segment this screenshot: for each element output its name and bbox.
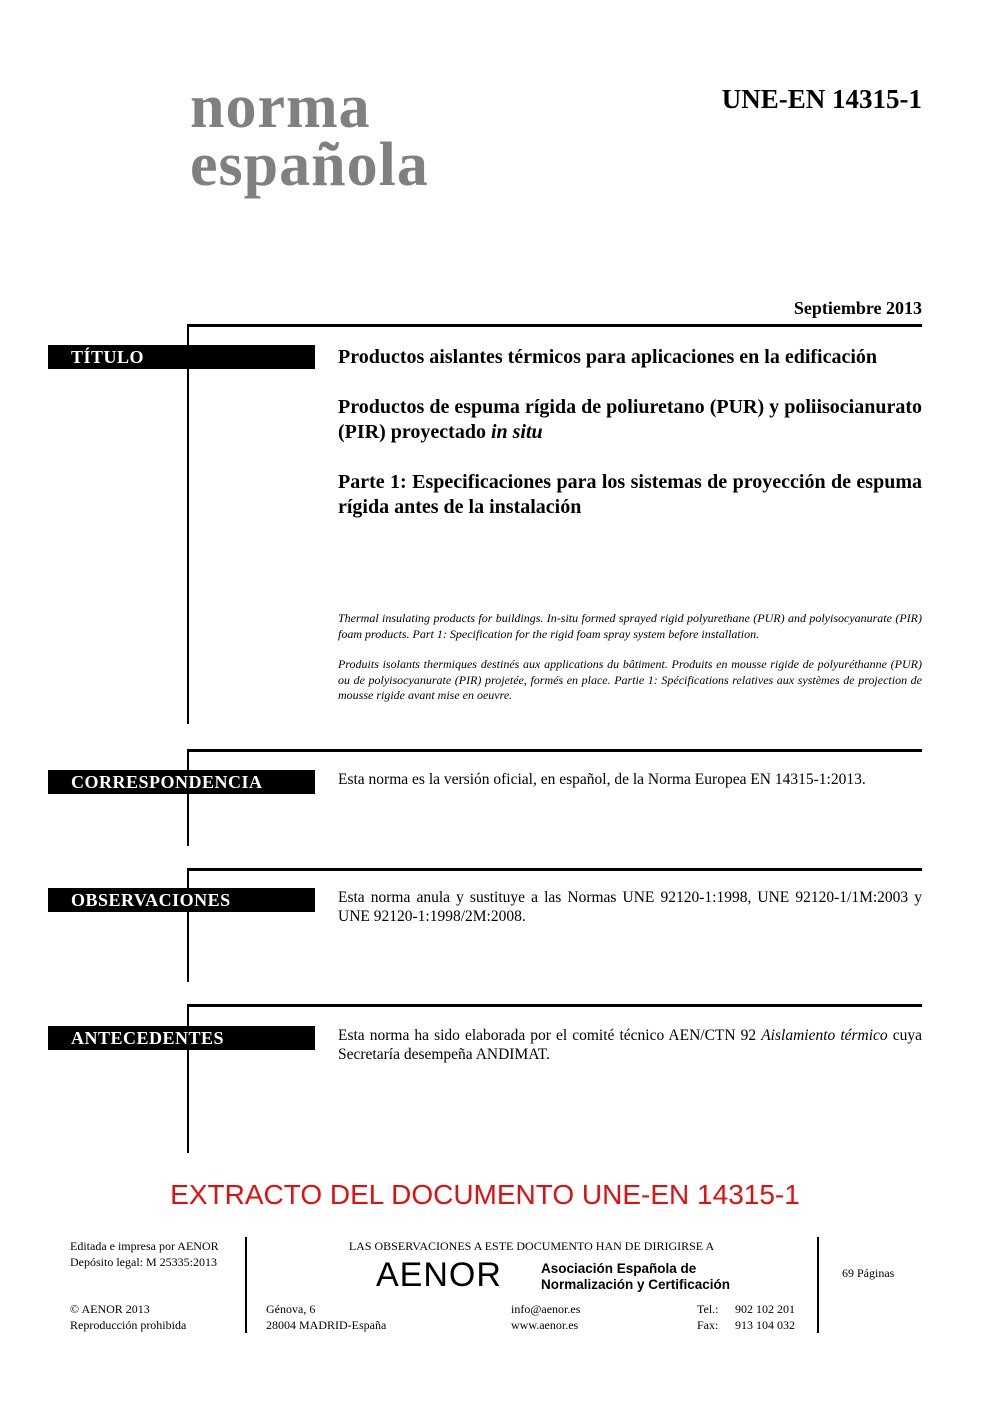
brand-line-2: española bbox=[190, 131, 429, 199]
frame-line-titulo bbox=[187, 324, 189, 724]
frame-line-correspondencia bbox=[187, 749, 189, 846]
footer-address bbox=[266, 1302, 386, 1333]
divider-titulo bbox=[187, 324, 922, 327]
aenor-subtitle-line-2: Normalización y Certificación bbox=[541, 1277, 731, 1292]
correspondencia-text: Esta norma es la versión oficial, en español, de la Norma Europea EN 14315-1:2013. bbox=[338, 771, 866, 788]
title-line-2 bbox=[338, 395, 922, 445]
footer-phone-labels bbox=[697, 1302, 719, 1333]
antecedentes-text bbox=[338, 1027, 922, 1064]
footer-divider-right bbox=[817, 1237, 819, 1333]
footer-publisher bbox=[70, 1239, 219, 1270]
divider-observaciones bbox=[187, 868, 922, 871]
footer-online bbox=[511, 1302, 580, 1333]
section-label-correspondencia: CORRESPONDENCIA bbox=[48, 770, 315, 794]
title-line-1: Productos aislantes térmicos para aplicaciones en la edificación bbox=[338, 346, 878, 368]
footer-tel: 902 102 201 bbox=[735, 1302, 795, 1316]
title-line-2-main: Productos de espuma rígida de poliuretano (PUR) y poliisocianurato (PIR) proyectado bbox=[338, 396, 922, 443]
aenor-logo-subtitle bbox=[541, 1261, 730, 1293]
document-code: UNE-EN 14315-1 bbox=[721, 84, 922, 114]
footer-copyright: © AENOR 2013 bbox=[70, 1302, 150, 1316]
section-label-observaciones: OBSERVACIONES bbox=[48, 888, 315, 912]
antecedentes-text-italic: Aislamiento térmico bbox=[761, 1027, 888, 1044]
footer-fax-label: Fax: bbox=[697, 1317, 719, 1332]
aenor-logo-word: AENOR bbox=[376, 1256, 502, 1294]
extract-notice: EXTRACTO DEL DOCUMENTO UNE-EN 14315-1 bbox=[170, 1179, 800, 1210]
section-label-antecedentes: ANTECEDENTES bbox=[48, 1026, 315, 1050]
footer-web[interactable]: www.aenor.es bbox=[511, 1317, 579, 1332]
observaciones-text: Esta norma anula y sustituye a las Normas UNE 92120-1:1998, UNE 92120-1/1M:2003 y UNE 92120-1:1998/2M:2008. bbox=[338, 889, 922, 925]
footer-email[interactable]: info@aenor.es bbox=[511, 1302, 581, 1316]
title-french: Produits isolants thermiques destinés aux applications du bâtiment. Produits en mousse rigide de polyuréthanne (PUR) ou de polyisocyanurate (PIR) projetée, formés en place. Partie 1: Spécifications relatives aux systèmes de projection de mousse rigide avant mise en oeuvre. bbox=[338, 657, 922, 702]
title-english: Thermal insulating products for buildings. In-situ formed sprayed rigid polyurethane (PUR) and polyisocyanurate (PIR) foam products. Part 1: Specification for the rigid foam spray system before installation. bbox=[338, 611, 922, 641]
footer-city: 28004 MADRID-España bbox=[266, 1317, 387, 1332]
divider-correspondencia bbox=[187, 749, 922, 752]
footer-street: Génova, 6 bbox=[266, 1302, 316, 1316]
footer-phone-numbers bbox=[735, 1302, 795, 1333]
footer-rights bbox=[70, 1302, 186, 1333]
title-block bbox=[338, 345, 922, 545]
footer-edited: Editada e impresa por AENOR bbox=[70, 1239, 219, 1253]
aenor-subtitle-line-1: Asociación Española de bbox=[541, 1261, 697, 1276]
footer-page-count: 69 Páginas bbox=[842, 1266, 895, 1280]
footer-deposit: Depósito legal: M 25335:2013 bbox=[70, 1254, 217, 1269]
section-label-titulo: TÍTULO bbox=[48, 345, 315, 369]
publication-date: Septiembre 2013 bbox=[793, 298, 922, 318]
footer-tel-label: Tel.: bbox=[697, 1302, 719, 1316]
divider-antecedentes bbox=[187, 1004, 922, 1007]
title-line-3: Parte 1: Especificaciones para los sistemas de proyección de espuma rígida antes de la instalación bbox=[338, 471, 922, 518]
title-line-2-italic: in situ bbox=[490, 421, 543, 443]
title-translations bbox=[338, 611, 922, 719]
footer-fax: 913 104 032 bbox=[735, 1317, 795, 1332]
antecedentes-text-after: cuya Secretaría desempeña ANDIMAT. bbox=[338, 1027, 923, 1063]
frame-line-observaciones bbox=[187, 868, 189, 982]
brand-line-1: norma bbox=[190, 73, 371, 141]
brand-title bbox=[190, 73, 429, 199]
footer-reproduction: Reproducción prohibida bbox=[70, 1317, 187, 1332]
footer-observations-heading: LAS OBSERVACIONES A ESTE DOCUMENTO HAN DE DIRIGIRSE A bbox=[348, 1239, 715, 1253]
antecedentes-text-before: Esta norma ha sido elaborada por el comité técnico AEN/CTN 92 bbox=[338, 1027, 762, 1044]
